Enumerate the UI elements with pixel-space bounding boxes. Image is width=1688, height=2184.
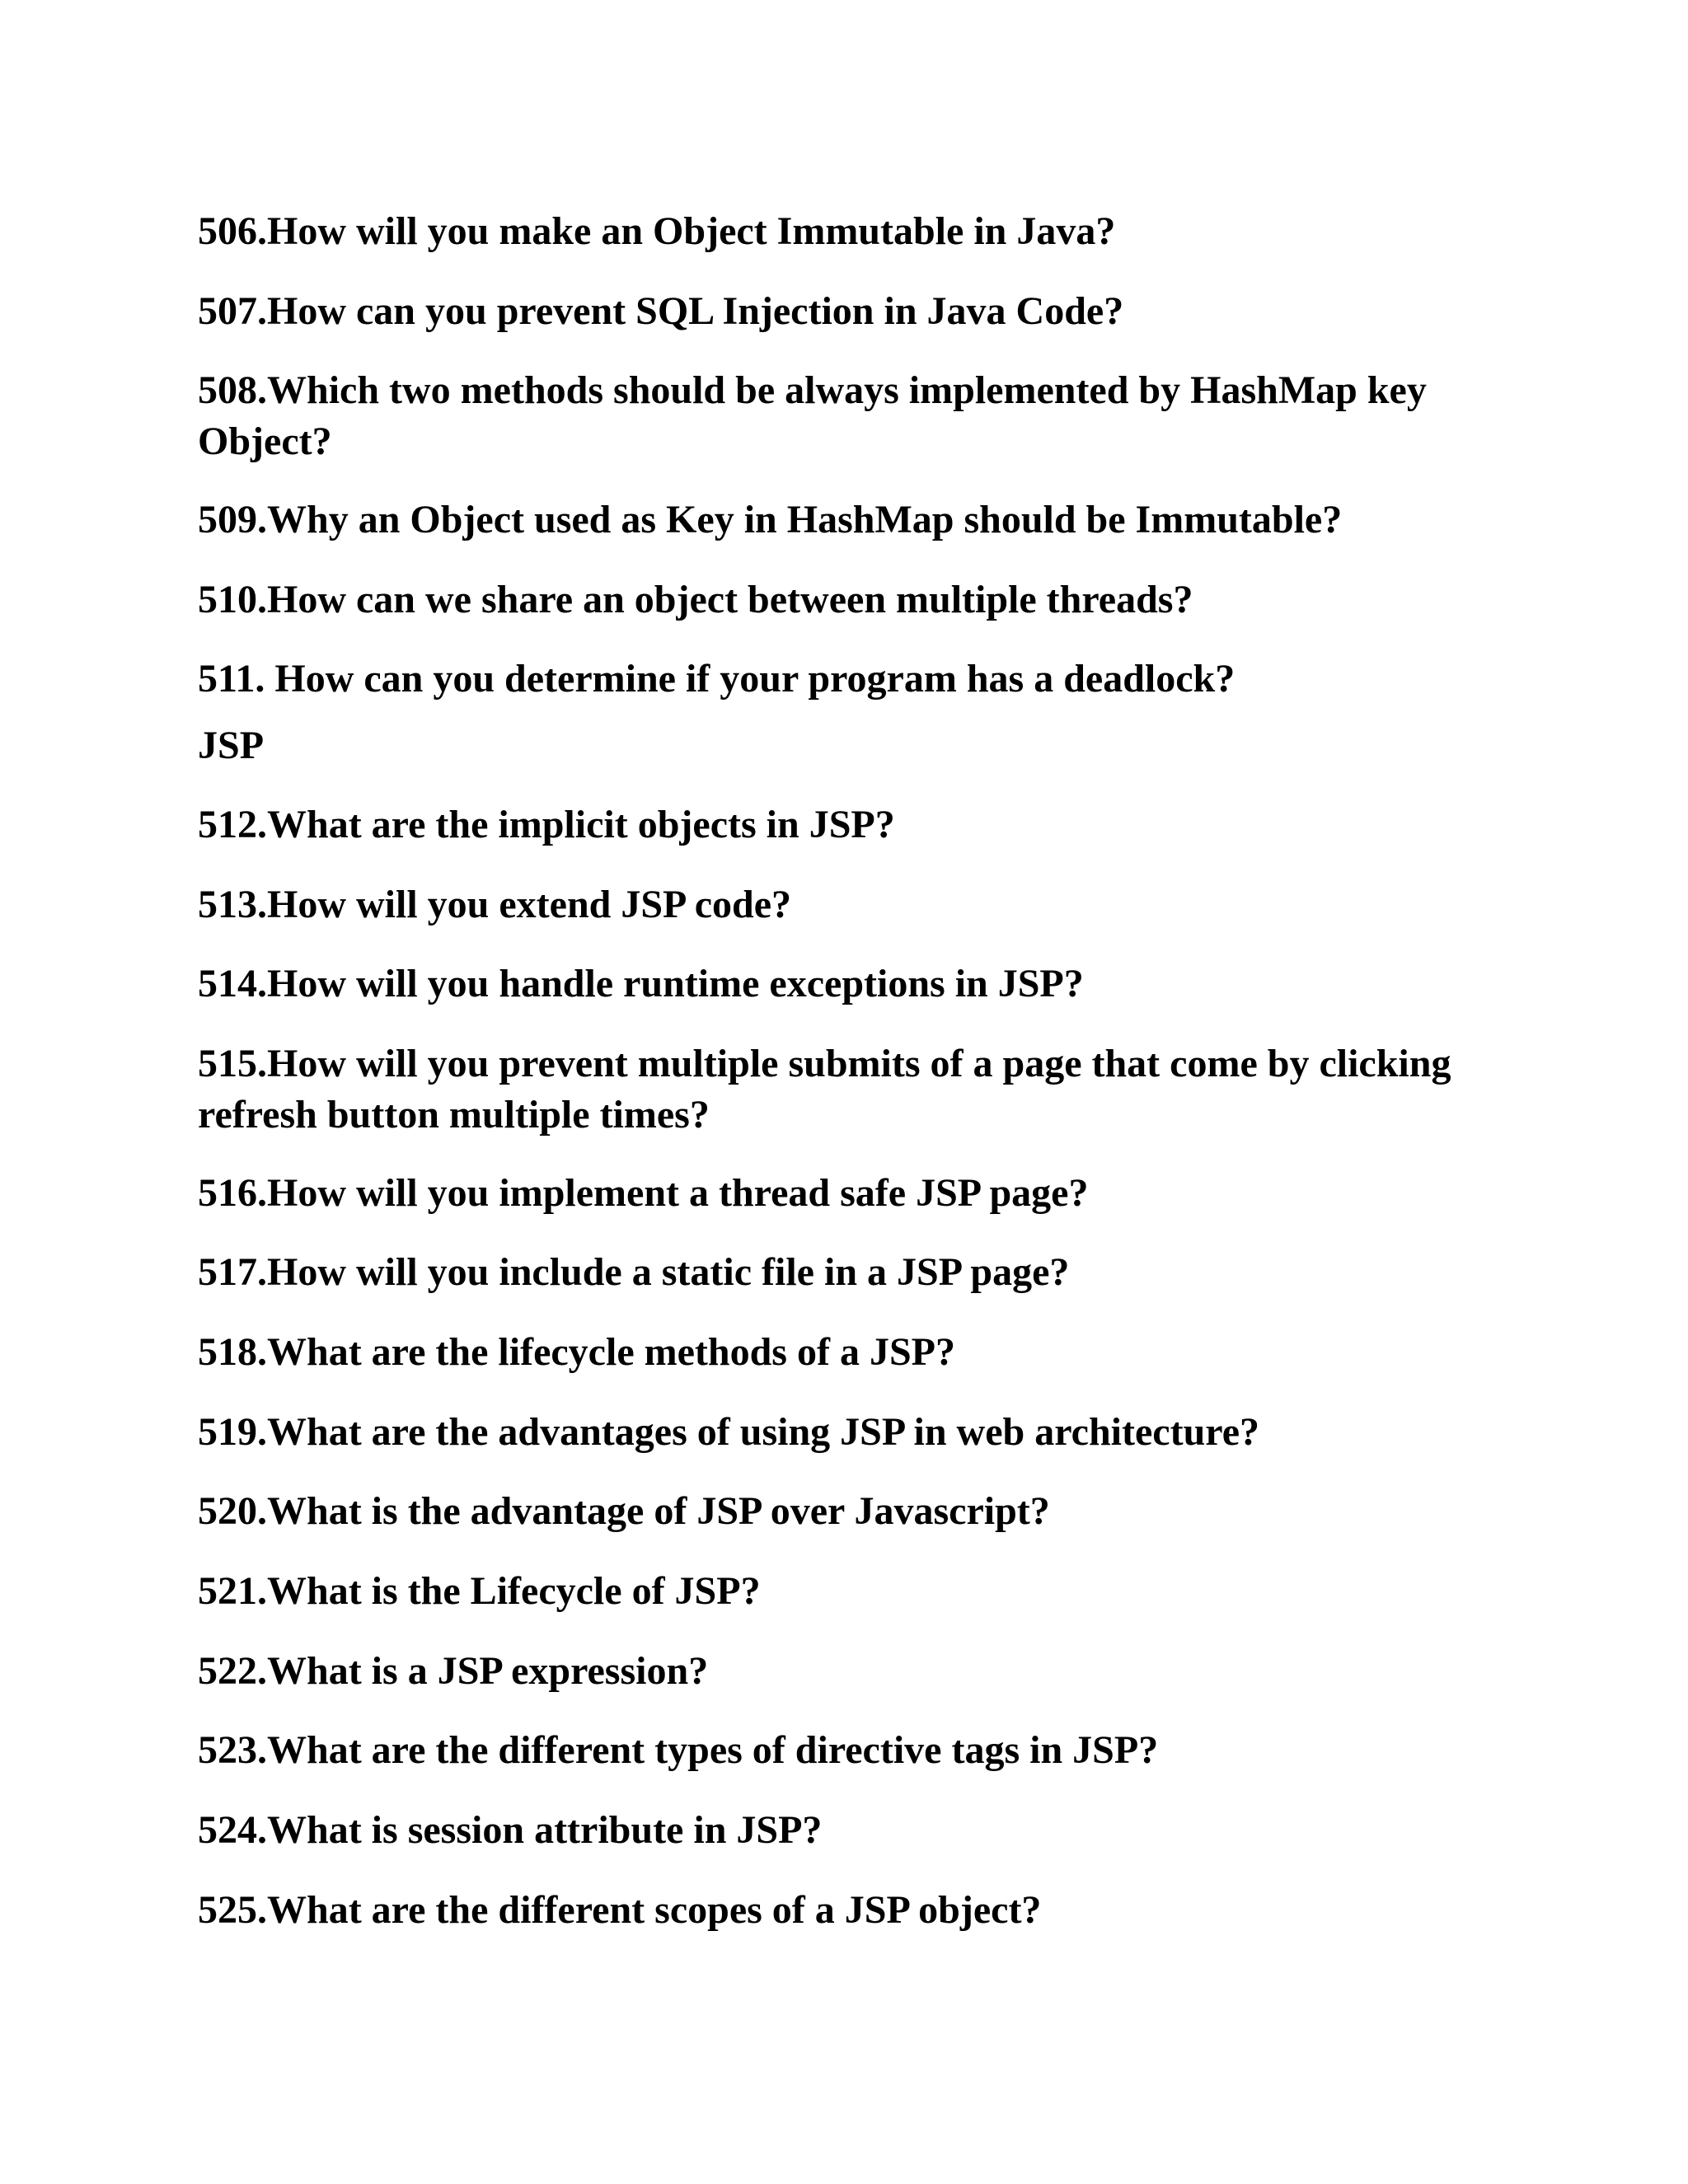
question-519: 519.What are the advantages of using JSP in web architecture? [198,1410,1260,1454]
question-514: 514.How will you handle runtime exceptions in JSP? [198,962,1084,1005]
question-515: 515.How will you prevent multiple submits of a page that come by clicking refresh button multiple times? [198,1042,1451,1137]
question-524: 524.What is session attribute in JSP? [198,1808,823,1852]
question-510: 510.How can we share an object between multiple threads? [198,578,1193,621]
question-516: 516.How will you implement a thread safe JSP page? [198,1171,1089,1215]
question-512: 512.What are the implicit objects in JSP? [198,803,895,846]
question-522: 522.What is a JSP expression? [198,1649,709,1693]
question-521: 521.What is the Lifecycle of JSP? [198,1569,761,1613]
question-517: 517.How will you include a static file in a JSP page? [198,1250,1070,1294]
question-513: 513.How will you extend JSP code? [198,883,792,926]
section-heading-jsp: JSP [198,724,265,767]
question-507: 507.How can you prevent SQL Injection in Java Code? [198,289,1124,333]
question-523: 523.What are the different types of directive tags in JSP? [198,1728,1159,1772]
question-511: 511. How can you determine if your program has a deadlock? [198,657,1236,701]
question-506: 506.How will you make an Object Immutable in Java? [198,209,1116,253]
question-520: 520.What is the advantage of JSP over Javascript? [198,1489,1050,1533]
question-518: 518.What are the lifecycle methods of a JSP? [198,1330,955,1374]
question-509: 509.Why an Object used as Key in HashMap should be Immutable? [198,498,1343,541]
question-508: 508.Which two methods should be always implemented by HashMap key Object? [198,368,1427,463]
question-525: 525.What are the different scopes of a JSP object? [198,1888,1042,1932]
